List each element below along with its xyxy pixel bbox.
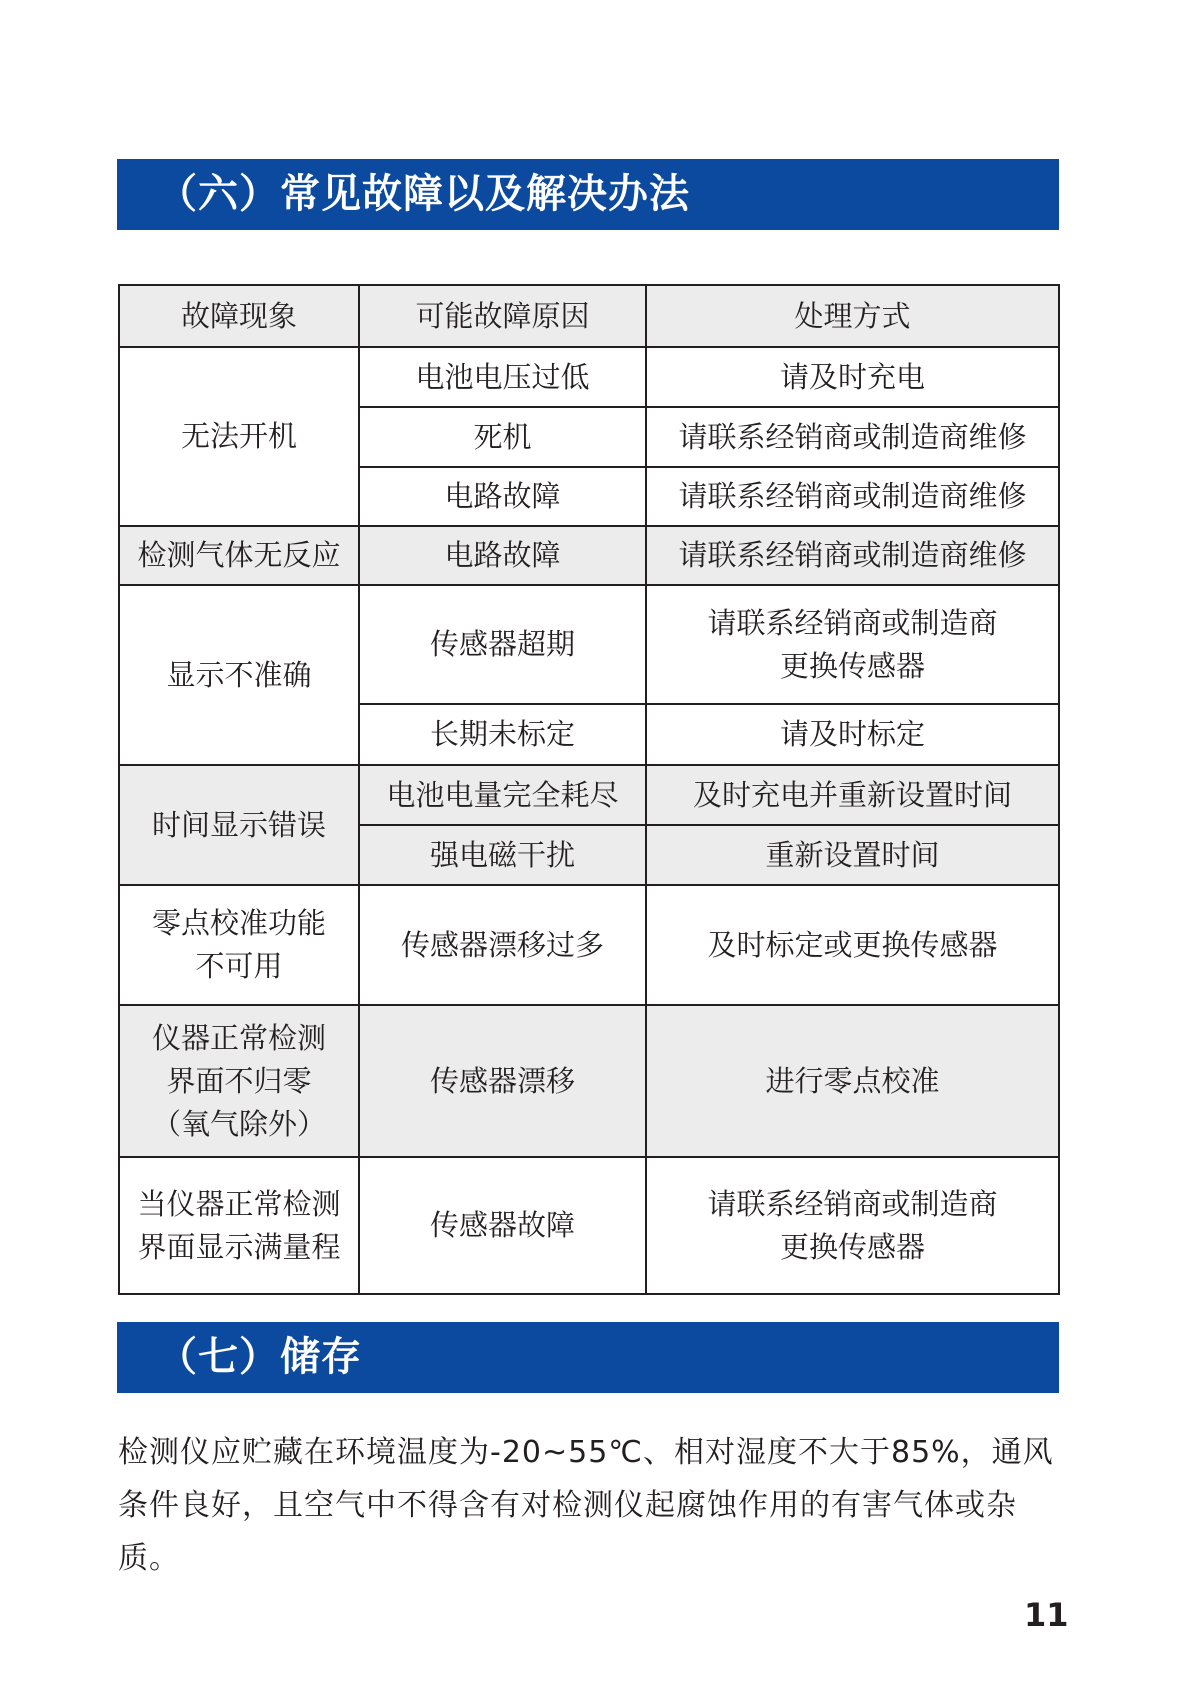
cause-cell: 长期未标定: [359, 704, 646, 765]
table-row: [119, 347, 1059, 407]
solution-cell: 及时充电并重新设置时间: [646, 765, 1059, 825]
page-number: 11: [1024, 1596, 1069, 1634]
solution-cell: 请及时标定: [646, 704, 1059, 765]
cause-cell: 强电磁干扰: [359, 825, 646, 885]
symptom-line: 不可用: [195, 949, 283, 983]
solution-cell: 请联系经销商或制造商维修: [646, 526, 1059, 585]
cause-cell: 死机: [359, 407, 646, 467]
fault-table: [118, 284, 1060, 1295]
symptom-line: 零点校准功能: [151, 906, 326, 940]
paragraph-line: 条件良好，且空气中不得含有对检测仪起腐蚀作用的有害气体或杂: [118, 1488, 1017, 1523]
table-row: [119, 585, 1059, 704]
symptom-cell: [119, 885, 359, 1005]
symptom-line: 界面不归零: [166, 1063, 312, 1098]
cause-cell: 电路故障: [359, 526, 646, 585]
symptom-cell: 显示不准确: [119, 585, 359, 765]
cause-cell: 传感器故障: [359, 1157, 646, 1294]
table-header-row: [119, 285, 1059, 347]
cause-cell: 传感器漂移: [359, 1005, 646, 1157]
symptom-cell: [119, 1157, 359, 1294]
solution-cell: 请联系经销商或制造商维修: [646, 407, 1059, 467]
cause-cell: 电路故障: [359, 467, 646, 526]
paragraph-line: 质。: [118, 1541, 180, 1576]
solution-cell: 及时标定或更换传感器: [646, 885, 1059, 1005]
section-7-heading: （七）储存: [117, 1322, 1059, 1393]
solution-cell: 重新设置时间: [646, 825, 1059, 885]
symptom-line: 仪器正常检测: [151, 1020, 326, 1055]
table-row: [119, 1005, 1059, 1157]
symptom-cell: 检测气体无反应: [119, 526, 359, 585]
solution-line: 更换传感器: [779, 648, 925, 683]
symptom-cell: 无法开机: [119, 347, 359, 526]
solution-cell: [646, 585, 1059, 704]
solution-cell: 请及时充电: [646, 347, 1059, 407]
paragraph-line: 检测仪应贮藏在环境温度为-20~55℃、相对湿度不大于85%，通风: [118, 1435, 1054, 1470]
symptom-line: （氧气除外）: [151, 1106, 326, 1141]
symptom-line: 界面显示满量程: [137, 1229, 341, 1264]
cause-cell: 电池电量完全耗尽: [359, 765, 646, 825]
solution-cell: [646, 1157, 1059, 1294]
table-row: [119, 526, 1059, 585]
table-row: [119, 885, 1059, 1005]
solution-cell: 请联系经销商或制造商维修: [646, 467, 1059, 526]
symptom-cell: 时间显示错误: [119, 765, 359, 885]
solution-line: 请联系经销商或制造商: [707, 1186, 998, 1221]
section-6-heading: （六）常见故障以及解决办法: [117, 159, 1059, 230]
header-cause: 可能故障原因: [359, 285, 646, 347]
table-row: [119, 1157, 1059, 1294]
header-symptom: 故障现象: [119, 285, 359, 347]
symptom-cell: [119, 1005, 359, 1157]
table-row: [119, 765, 1059, 825]
storage-paragraph: [118, 1426, 1063, 1585]
header-solution: 处理方式: [646, 285, 1059, 347]
solution-line: 请联系经销商或制造商: [707, 605, 998, 640]
solution-line: 更换传感器: [779, 1229, 925, 1264]
solution-cell: 进行零点校准: [646, 1005, 1059, 1157]
cause-cell: 传感器漂移过多: [359, 885, 646, 1005]
symptom-line: 当仪器正常检测: [137, 1186, 341, 1221]
cause-cell: 电池电压过低: [359, 347, 646, 407]
cause-cell: 传感器超期: [359, 585, 646, 704]
